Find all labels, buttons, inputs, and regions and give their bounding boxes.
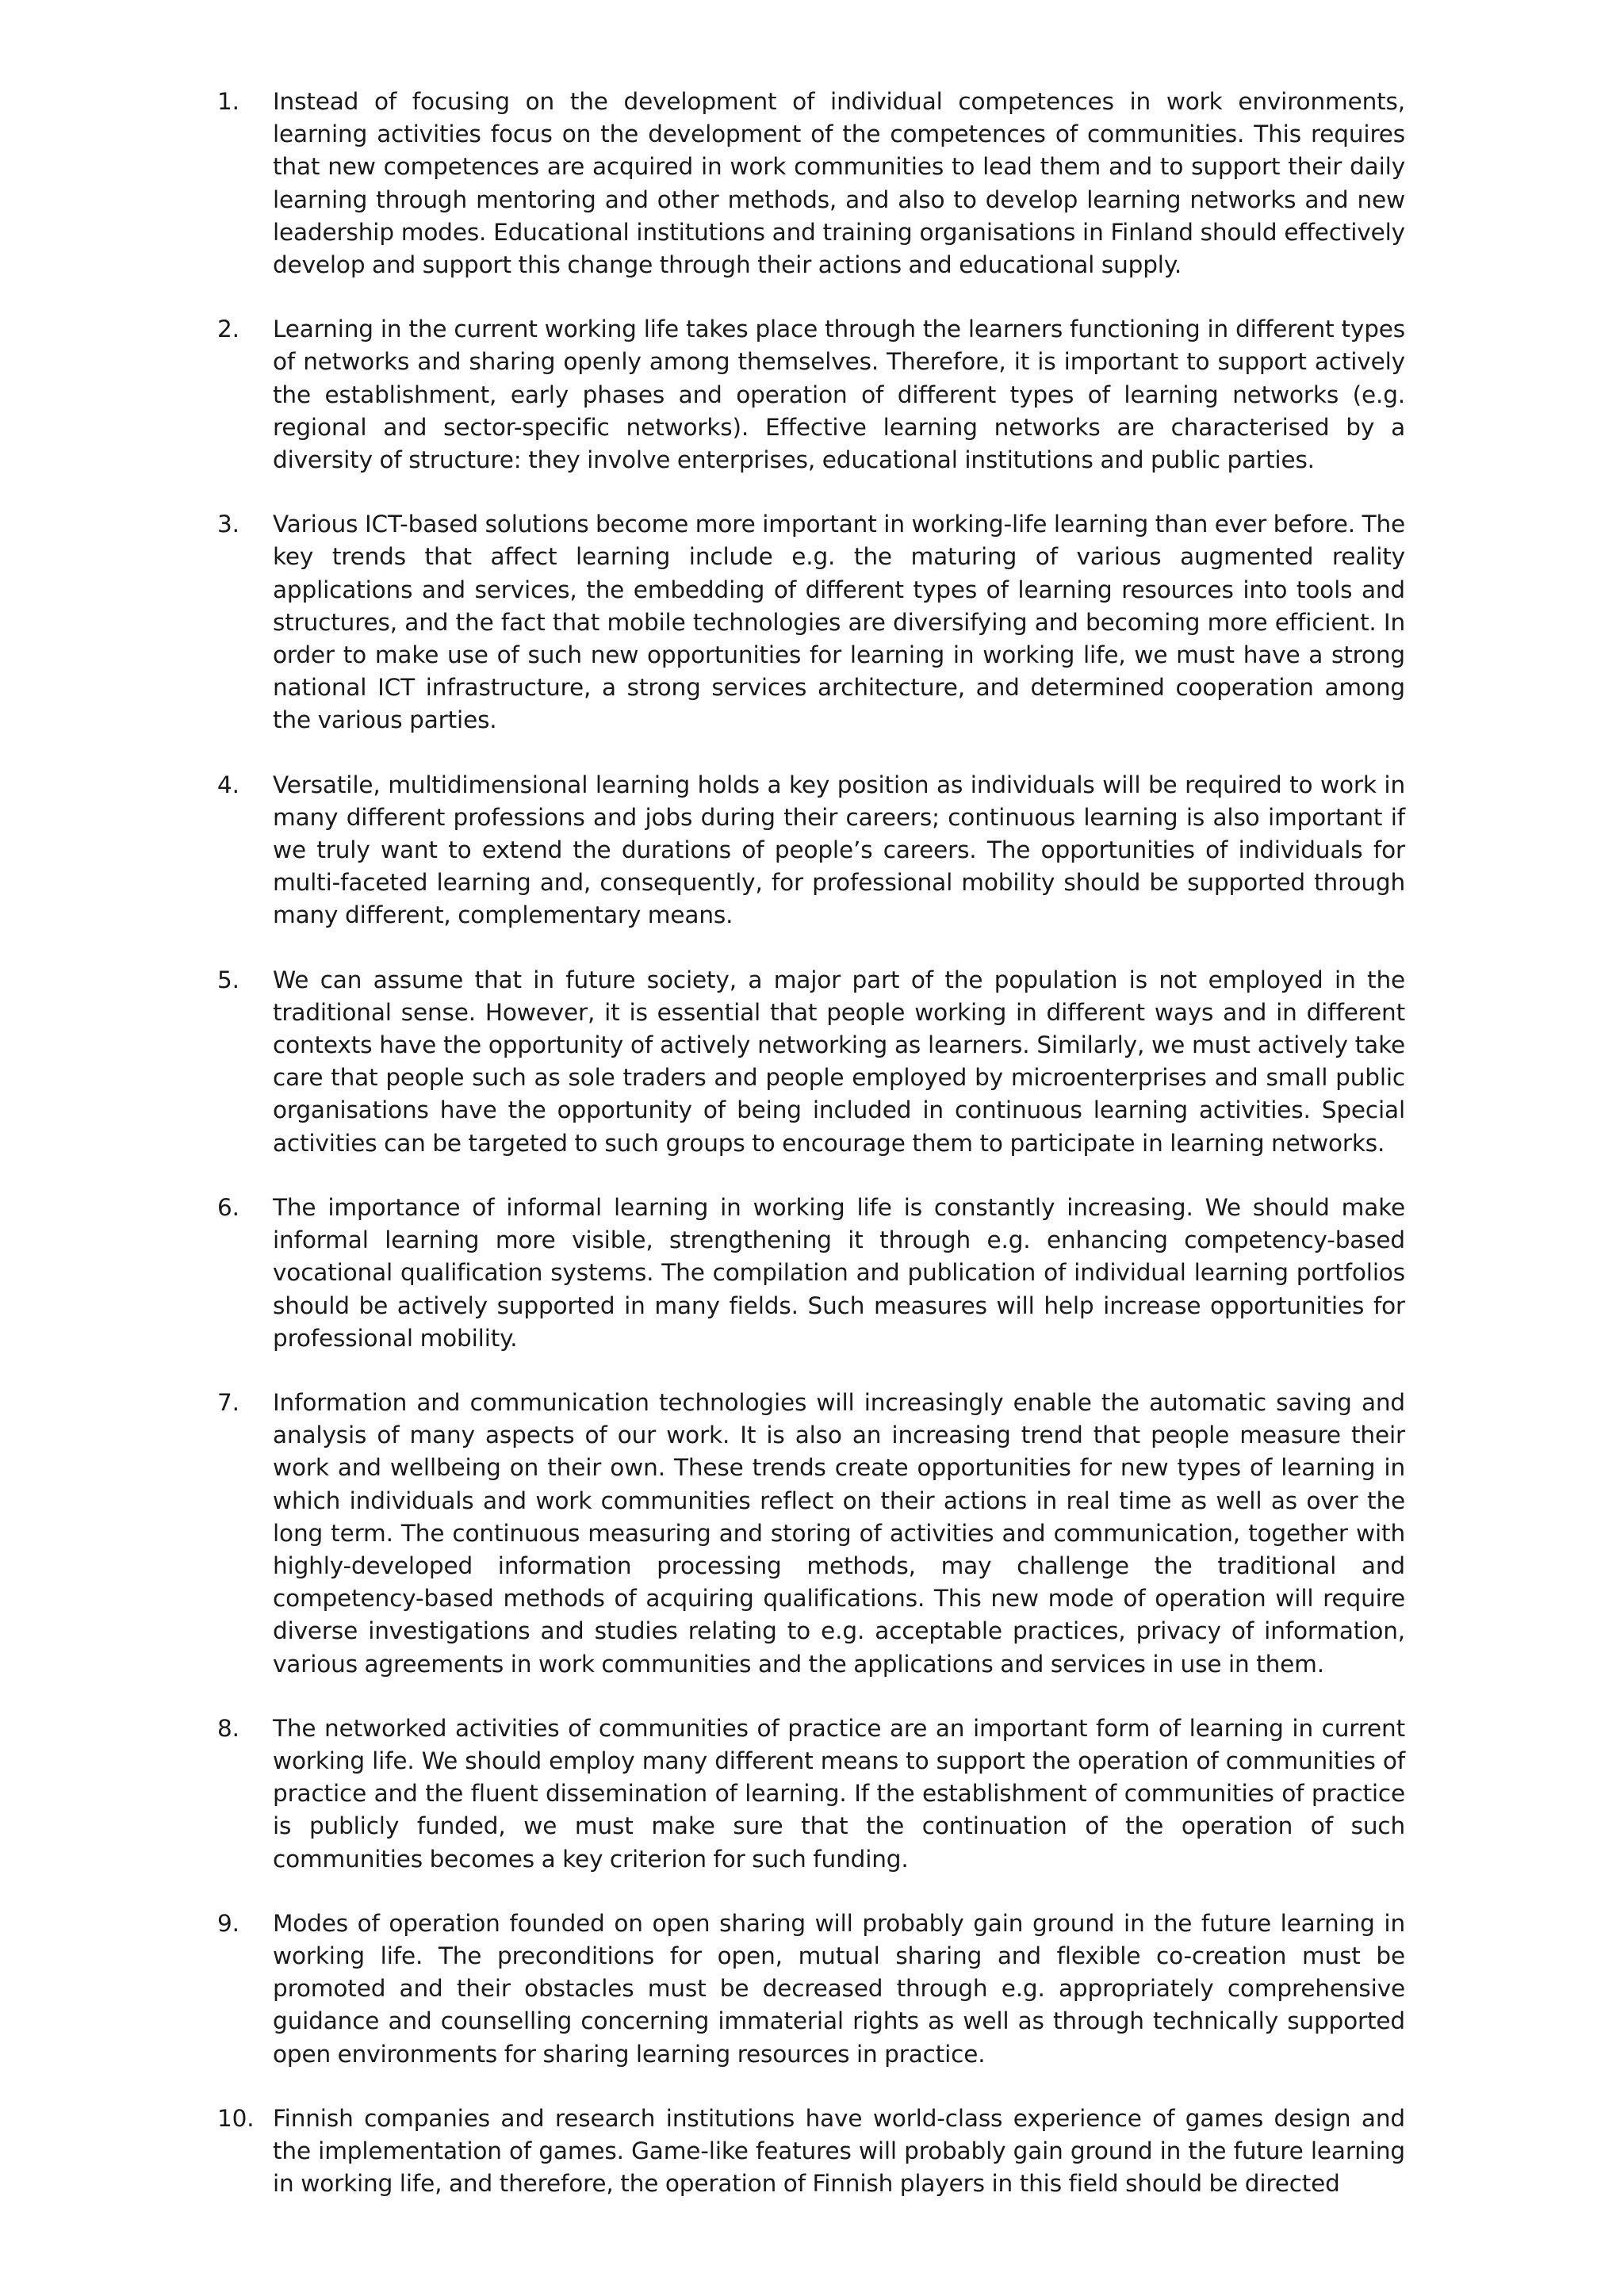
list-item-number: 3. [217, 511, 239, 538]
list-item-text: Learning in the current working life takes place through the learners functioning in different types of networks and sharing openly among themselves. Therefore, it is important to support actively the establishment, early phases and operation of different types of learning networks (e.g. regional and sector-specific networks). Effective learning networks are characterised by a diversity of structure: they involve enterprises, educational institutions and public parties. [273, 316, 1405, 474]
list-item [217, 2103, 1405, 2201]
list-item-number: 9. [217, 1909, 239, 1937]
list-item-text: Modes of operation founded on open sharing will probably gain ground in the future learning in working life. The preconditions for open, mutual sharing and flexible co-creation must be promoted and their obstacles must be decreased through e.g. appropriately comprehensive guidance and counselling concerning immaterial rights as well as through technically supported open environments for sharing learning resources in practice. [273, 1909, 1405, 2068]
list-item-number: 7. [217, 1388, 239, 1416]
list-item [217, 86, 1405, 281]
list-item [217, 1712, 1405, 1876]
list-item [217, 1192, 1405, 1355]
list-item-text: Versatile, multidimensional learning holds a key position as individuals will be required to work in many different professions and jobs during their careers; continuous learning is also important if we truly want to extend the durations of people’s careers. The opportunities of individuals for multi-faceted learning and, consequently, for professional mobility should be supported through many different, complementary means. [273, 771, 1405, 929]
list-item-number: 8. [217, 1714, 239, 1742]
list-item-number: 5. [217, 966, 239, 993]
list-item [217, 769, 1405, 932]
list-item [217, 1908, 1405, 2071]
list-item [217, 313, 1405, 476]
list-item-text: Instead of focusing on the development of individual competences in work environments, learning activities focus on the development of the competences of communities. This requires that new competences are acquired in work communities to lead them and to support their daily learning through mentoring and other methods, and also to develop learning networks and new leadership modes. Educational institutions and training organisations in Finland should effectively develop and support this change through their actions and educational supply. [273, 88, 1405, 279]
list-item-number: 4. [217, 771, 239, 798]
list-item-number: 2. [217, 316, 239, 343]
list-item-text: The networked activities of communities of practice are an important form of learning in current working life. We should employ many different means to support the operation of communities of practice and the fluent dissemination of learning. If the establishment of communities of practice is publicly funded, we must make sure that the continuation of the operation of such communities becomes a key criterion for such funding. [273, 1714, 1405, 1873]
list-item-text: We can assume that in future society, a major part of the population is not employed in the traditional sense. However, it is essential that people working in different ways and in different contexts have the opportunity of actively networking as learners. Similarly, we must actively take care that people such as sole traders and people employed by microenterprises and small public organisations have the opportunity of being included in continuous learning activities. Special activities can be targeted to such groups to encourage them to participate in learning networks. [273, 966, 1405, 1157]
list-item-text: The importance of informal learning in working life is constantly increasing. We should make informal learning more visible, strengthening it through e.g. enhancing competency-based vocational qualification systems. The compilation and publication of individual learning portfolios should be actively supported in many fields. Such measures will help increase opportunities for professional mobility. [273, 1193, 1405, 1352]
list-item-number: 6. [217, 1193, 239, 1221]
list-item-number: 10. [217, 2104, 255, 2132]
list-item-number: 1. [217, 88, 239, 115]
list-item-text: Finnish companies and research institutions have world-class experience of games design and the implementation of games. Game-like features will probably gain ground in the future learning in working life, and therefore, the operation of Finnish players in this field should be directed [273, 2104, 1405, 2198]
list-item [217, 964, 1405, 1160]
recommendation-list [217, 86, 1405, 2232]
list-item-text: Various ICT-based solutions become more important in working-life learning than ever before. The key trends that affect learning include e.g. the maturing of various augmented reality applications and services, the embedding of different types of learning resources into tools and structures, and the fact that mobile technologies are diversifying and becoming more efficient. In order to make use of such new opportunities for learning in working life, we must have a strong national ICT infrastructure, a strong services architecture, and determined cooperation among the various parties. [273, 511, 1405, 734]
list-item [217, 1387, 1405, 1681]
list-item [217, 508, 1405, 737]
list-item-text: Information and communication technologies will increasingly enable the automatic saving and analysis of many aspects of our work. It is also an increasing trend that people measure their work and wellbeing on their own. These trends create opportunities for new types of learning in which individuals and work communities reflect on their actions in real time as well as over the long term. The continuous measuring and storing of activities and communication, together with highly-developed information processing methods, may challenge the traditional and competency-based methods of acquiring qualifications. This new mode of operation will require diverse investigations and studies relating to e.g. acceptable practices, privacy of information, various agreements in work communities and the applications and services in use in them. [273, 1388, 1405, 1678]
